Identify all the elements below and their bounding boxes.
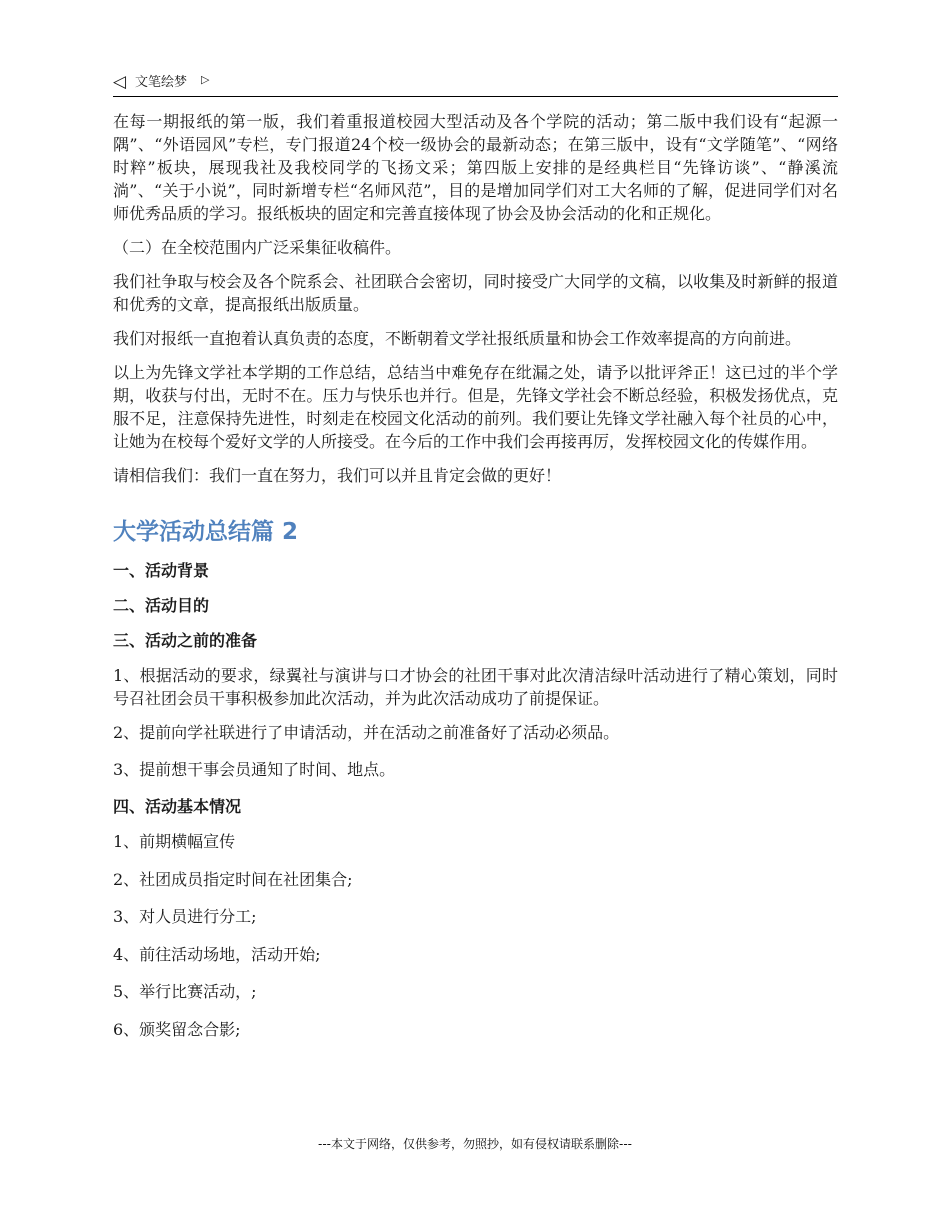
body-paragraph: 请相信我们：我们一直在努力，我们可以并且肯定会做的更好！ [113,466,562,485]
right-triangle-icon: ▷ [201,73,210,86]
subheading-basic-situation: 四、活动基本情况 [113,797,242,816]
header-brand: 文笔绘梦 [135,75,188,90]
body-paragraph: 在每一期报纸的第一版，我们着重报道校园大型活动及各个学院的活动；第二版中我们设有“起源一隅”、“外语园风”专栏，专门报道24个校一级协会的最新动态；在第三版中，设有“文学随笔”、“网络时粹”板块，展现我社及我校同学的飞扬文采；第四版上安排的是经典栏目“先锋访谈”、“静溪流淌”、“关于小说”，同时新增专栏“名师风范”，目的是增加同学们对工大名师的了解，促进同学们对名师优秀品质的学习。报纸板块的固定和完善直接体现了协会及协会活动的化和正规化。 [113,112,838,223]
subheading-purpose: 二、活动目的 [113,596,210,615]
section-title: 大学活动总结篇 2 [113,519,299,545]
step-item: 4、前往活动场地，活动开始; [113,944,321,964]
page-footer: ---本文于网络，仅供参考，勿照抄，如有侵权请联系删除--- [318,1137,632,1151]
step-item: 3、对人员进行分工; [113,907,257,926]
prep-item: 1、根据活动的要求，绿翼社与演讲与口才协会的社团干事对此次清洁绿叶活动进行了精心策划，同时号召社团会员干事积极参加此次活动，并为此次活动成功了前提保证。 [113,666,838,708]
step-item: 1、前期横幅宣传 [113,832,236,851]
step-item: 5、举行比赛活动，; [113,982,257,1001]
document-body [113,110,838,1055]
page-header [113,70,838,97]
prep-item: 3、提前想干事会员通知了时间、地点。 [113,760,396,779]
body-paragraph: 我们社争取与校会及各个院系会、社团联合会密切，同时接受广大同学的文稿，以收集及时新鲜的报道和优秀的文章，提高报纸出版质量。 [113,272,838,314]
step-item: 2、社团成员指定时间在社团集合; [113,869,353,889]
step-item: 6、颁奖留念合影; [113,1019,241,1039]
subheading-background: 一、活动背景 [113,561,210,580]
body-paragraph: （二）在全校范围内广泛采集征收稿件。 [113,238,402,257]
subheading-preparation: 三、活动之前的准备 [113,631,258,650]
prep-item: 2、提前向学社联进行了申请活动，并在活动之前准备好了活动必须品。 [113,723,620,742]
left-triangle-icon: ◁ [113,72,127,92]
body-paragraph: 以上为先锋文学社本学期的工作总结，总结当中难免存在纰漏之处，请予以批评斧正！这已过的半个学期，收获与付出，无时不在。压力与快乐也并行。但是，先锋文学社会不断总经验，积极发扬优点，克服不足，注意保持先进性，时刻走在校园文化活动的前列。我们要让先锋文学社融入每个社员的心中，让她为在校每个爱好文学的人所接受。在今后的工作中我们会再接再厉，发挥校园文化的传媒作用。 [113,363,838,451]
body-paragraph: 我们对报纸一直抱着认真负责的态度，不断朝着文学社报纸质量和协会工作效率提高的方向前进。 [113,329,802,348]
